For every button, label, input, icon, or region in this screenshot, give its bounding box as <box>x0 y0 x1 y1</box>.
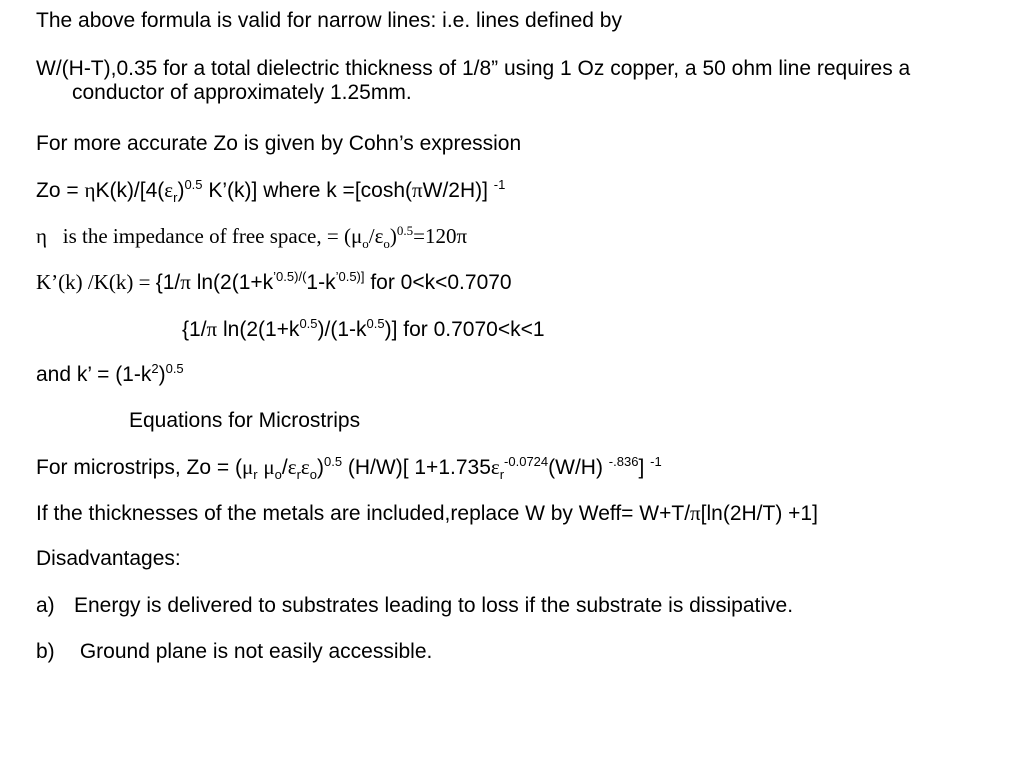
formula-kprime: and k’ = $(1-k^2)^{0.5}$ <box>36 361 184 386</box>
formula-zo: $Zo = \eta K(k)/[4(\varepsilon_r)^{0.5}$ K’(k)] where k =[cosh(πW/2H)] $^{-1}$ <box>36 177 506 205</box>
formula-microstrip: For microstrips, $Zo = (\mu_r$ $\mu_o/\varepsilon_r\varepsilon_o)^{0.5}$ (H/W)[ $1+1.735\varepsilon_r^{-0.0724}(W/H)$ $^{-.836}$] $^{-1}$ <box>36 454 662 482</box>
list-label-a: a) <box>36 594 55 617</box>
text-line-1: The above formula is valid for narrow lines: i.e. lines defined by <box>36 9 622 32</box>
formula-eta: η is the impedance of free space, = $(\mu_o/\varepsilon_o)^{0.5}=120\pi$ <box>36 223 468 251</box>
text-line-3: For more accurate Zo is given by Cohn’s expression <box>36 132 522 155</box>
formula-weff: If the thicknesses of the metals are included,replace W by Weff= W+T/π[ln(2H/T) +1] <box>36 501 818 525</box>
disadvantages-heading: Disadvantages: <box>36 547 181 570</box>
list-item-b <box>36 640 1004 664</box>
text-line-2: W/(H-T),0.35 for a total dielectric thickness of 1/8” using 1 Oz copper, a 50 ohm line requires a conductor of approximately 1.25mm. <box>36 57 911 104</box>
section-heading: Equations for Microstrips <box>129 409 361 432</box>
formula-kratio-2: {1/π $\ln(2(1+k^{0.5})/(1-k^{0.5})]$ for 0.7070<k<1 <box>182 316 545 341</box>
list-text-b: Ground plane is not easily accessible. <box>74 640 433 663</box>
list-label-b: b) <box>36 640 55 663</box>
list-item-a <box>36 594 1004 618</box>
list-text-a: Energy is delivered to substrates leading to loss if the substrate is dissipative. <box>74 594 794 617</box>
formula-kratio-1: K’(k) /K(k) = {1/π $\ln(2(1+k^{’0.5)/(}1-k^{’0.5)]}$ for 0<k<0.7070 <box>36 269 512 294</box>
